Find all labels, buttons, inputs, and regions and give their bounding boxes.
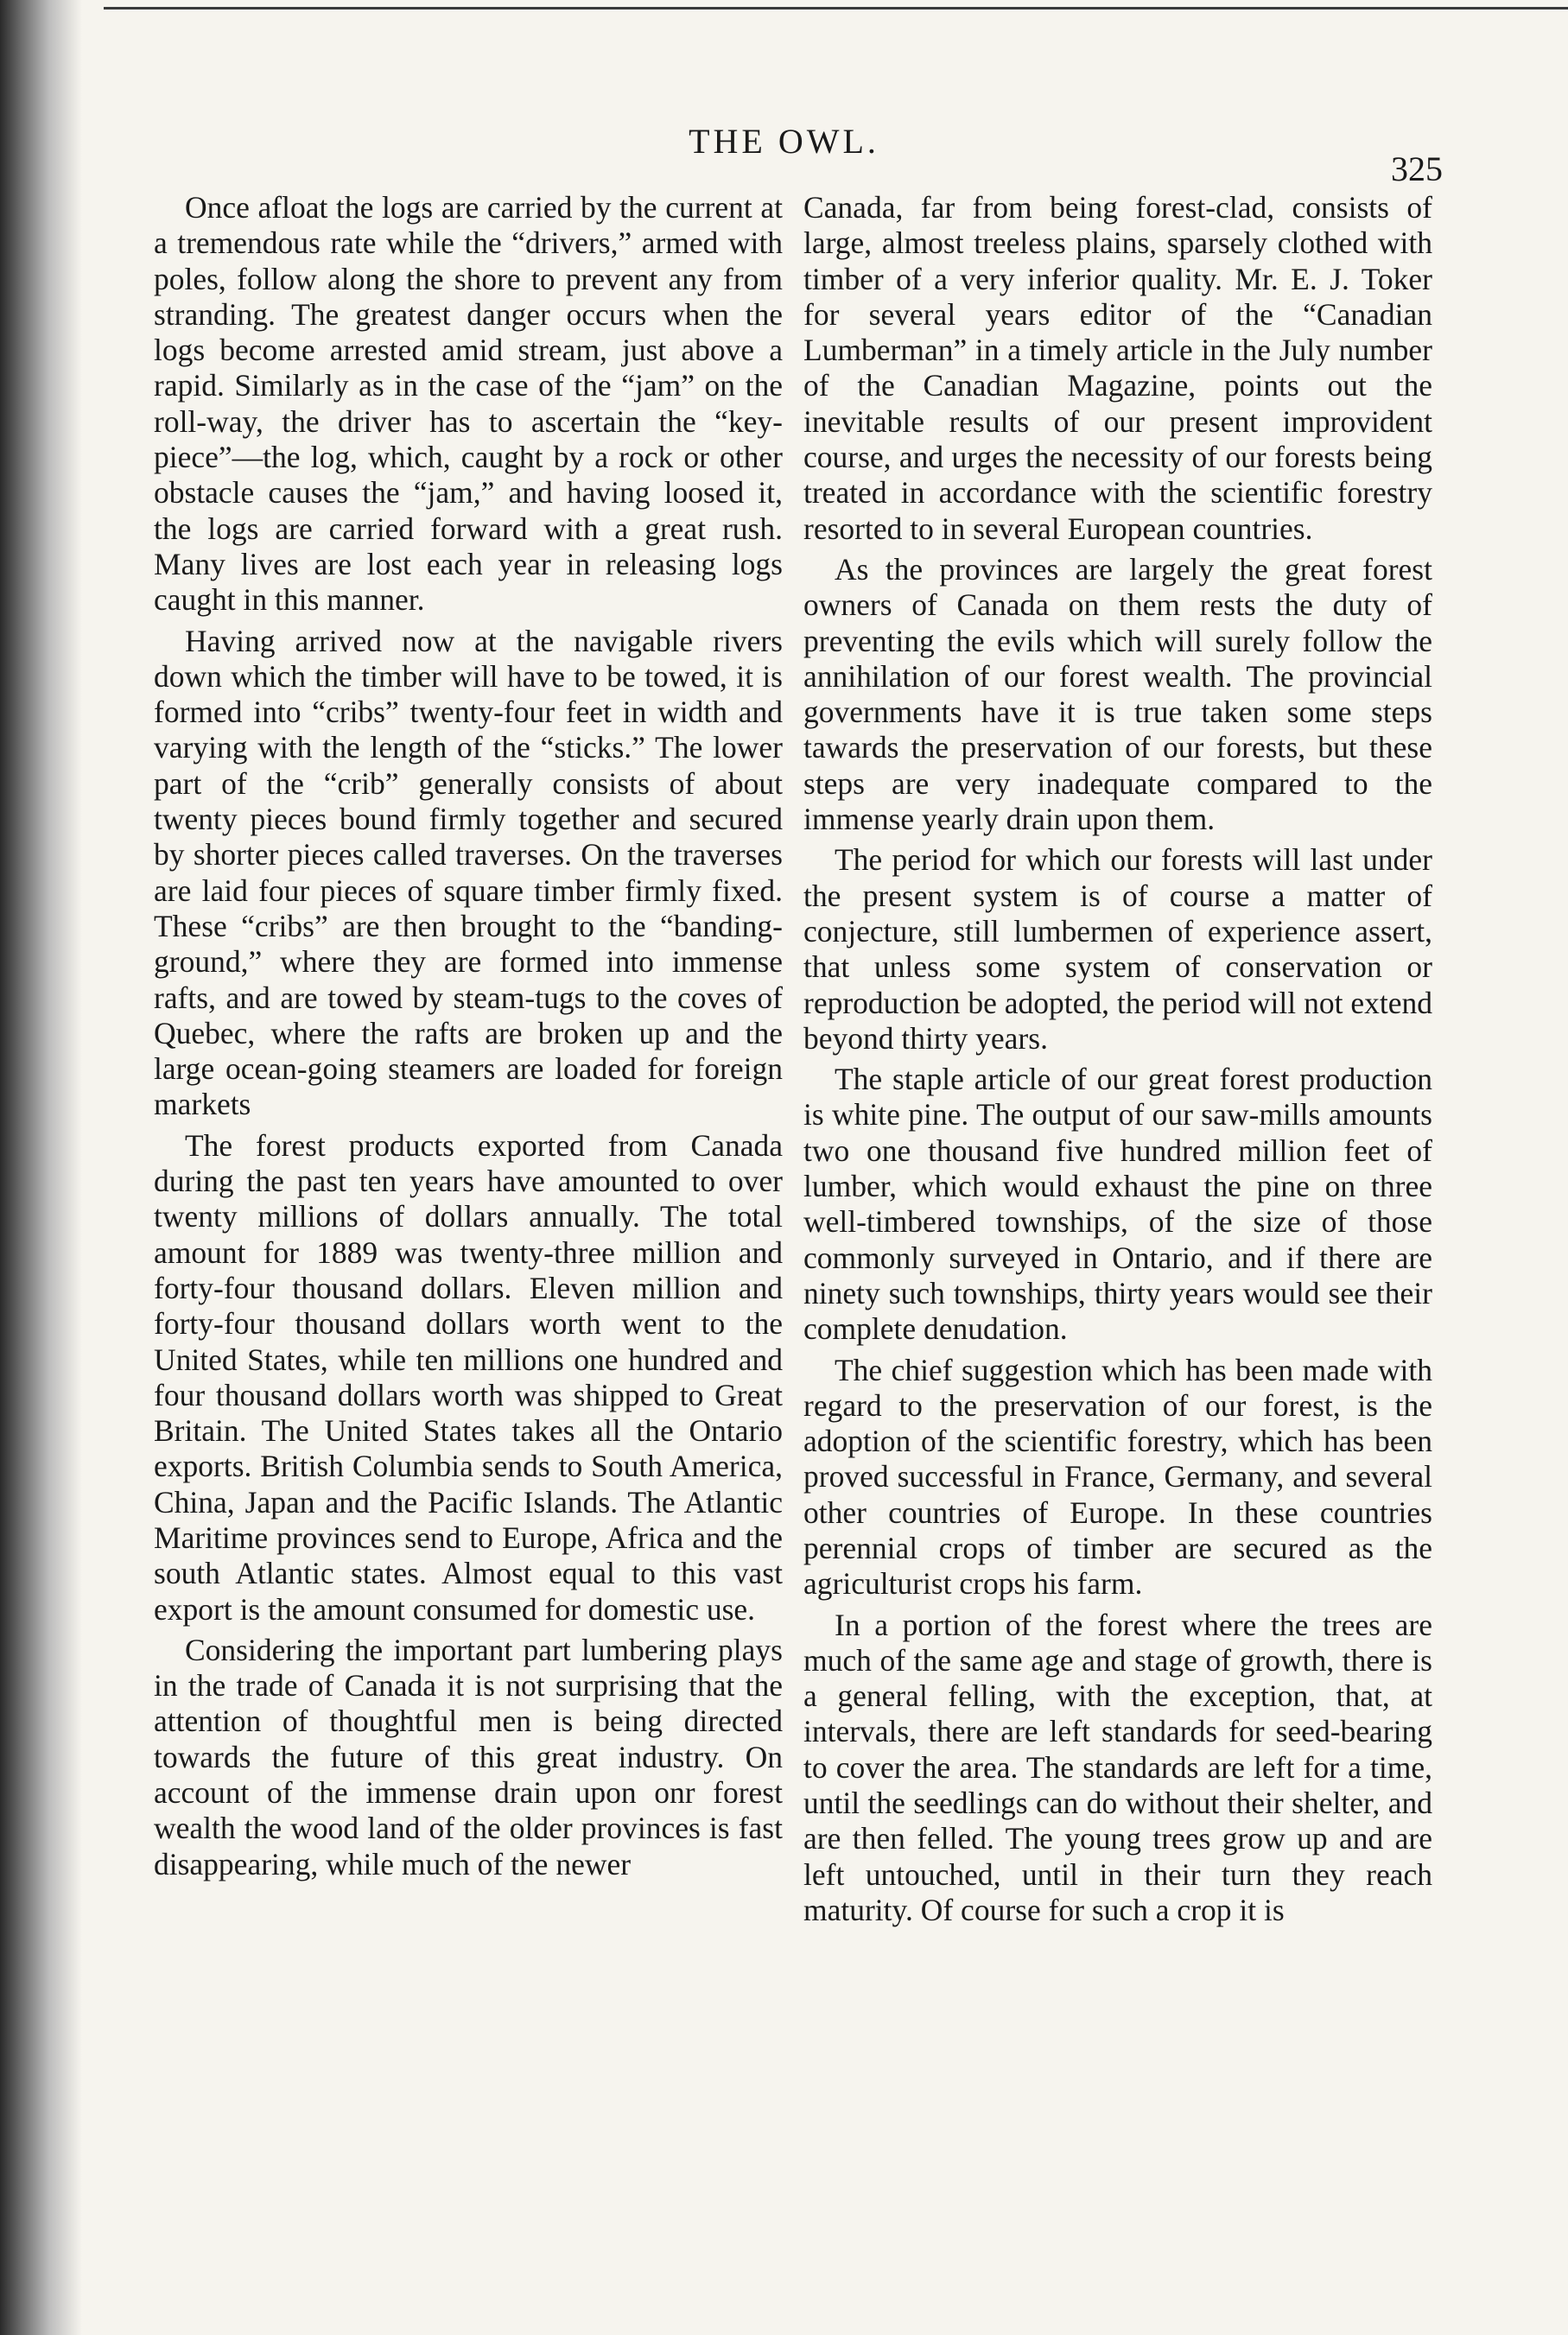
running-head: THE OWL. [689,122,879,161]
paragraph-general-felling: In a portion of the forest where the trees are much of the same age and stage of growth, there is a general felling, with the exception, that, at intervals, there are left standards for seed-bearing to cover the area. The standards are left for a time, until the seedlings can do without their shelter, and are then felled. The young trees grow up and are left untouched, until in their turn they reach maturity. Of course for such a crop it is [803,1607,1432,1927]
paragraph-log-driving: Once afloat the logs are carried by the current at a tremendous rate while the “drivers,” armed with poles, follow along the shore to prevent any from stranding. The greatest danger occurs when the logs become arrested amid stream, just above a rapid. Similarly as in the case of the “jam” on the roll-way, the driver has to ascertain the “key-piece”—the log, which, caught by a rock or other obstacle causes the “jam,” and having loosed it, the logs are carried forward with a great rush. Many lives are lost each year in releasing logs caught in this manner. [154,190,783,618]
paragraph-canada-plains: Canada, far from being forest-clad, consists of large, almost treeless plains, sparsely clothed with timber of a very inferior quality. Mr. E. J. Toker for several years editor of the “Canadian Lumberman” in a timely article in the July number of the Canadian Magazine, points out the inevitable results of our present improvident course, and urges the necessity of our forests being treated in accordance with the scientific forestry resorted to in several European countries. [803,190,1432,546]
paragraph-white-pine: The staple article of our great forest production is white pine. The output of our saw-mills amounts two one thousand five hundred million feet of lumber, which would exhaust the pine on three well-timbered townships, of the size of those commonly surveyed in Ontario, and if there are ninety such townships, thirty years would see their complete denudation. [803,1062,1432,1347]
paragraph-provincial-duty: As the provinces are largely the great forest owners of Canada on them rests the duty of preventing the evils which will surely follow the annihilation of our forest wealth. The provincial governments have it is true taken some steps tawards the preservation of our forests, but these steps are very inadequate compared to the immense yearly drain upon them. [803,551,1432,837]
paragraph-scientific-forestry: The chief suggestion which has been made with regard to the preservation of our forest, is the adoption of the scientific forestry, which has been proved successful in France, Germany, and several other countries of Europe. In these countries perennial crops of timber are secured as the agriculturist crops his farm. [803,1352,1432,1602]
paragraph-future-of-industry: Considering the important part lumbering plays in the trade of Canada it is not surprising that the attention of thoughtful men is being directed towards the future of this great industry. On account of the immense drain upon onr forest wealth the wood land of the older provinces is fast disappearing, while much of the newer [154,1632,783,1881]
right-column [803,190,1432,2281]
paragraph-cribs-and-rafts: Having arrived now at the navigable rivers down which the timber will have to be towed, it is formed into “cribs” twenty-four feet in width and varying with the length of the “sticks.” The lower part of the “crib” generally consists of about twenty pieces bound firmly together and secured by shorter pieces called traverses. On the traverses are laid four pieces of square timber firmly fixed. These “cribs” are then brought to the “banding-ground,” where they are formed into immense rafts, and are towed by steam-tugs to the coves of Quebec, where the rafts are broken up and the large ocean-going steamers are loaded for foreign markets [154,623,783,1122]
binding-shadow [0,0,82,2335]
paragraph-period-of-forests: The period for which our forests will last under the present system is of course a matter of conjecture, still lumbermen of experience assert, that unless some system of conservation or reproduction be adopted, the period will not extend beyond thirty years. [803,842,1432,1056]
top-rule [104,7,1568,10]
left-column [154,190,783,2281]
page-number: 325 [1391,149,1443,188]
paragraph-forest-exports: The forest products exported from Canada during the past ten years have amounted to over twenty millions of dollars annually. The total amount for 1889 was twenty-three million and forty-four thousand dollars. Eleven million and forty-four thousand dollars worth went to the United States, while ten millions one hundred and four thousand dollars worth was shipped to Great Britain. The United States takes all the Ontario exports. British Columbia sends to South America, China, Japan and the Pacific Islands. The Atlantic Maritime provinces send to Europe, Africa and the south Atlantic states. Almost equal to this vast export is the amount consumed for domestic use. [154,1127,783,1627]
